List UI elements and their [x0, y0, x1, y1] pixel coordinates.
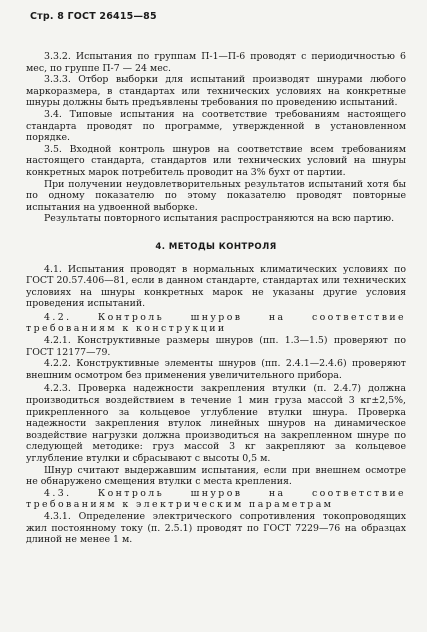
paragraph-4-2-1: 4.2.1. Конструктивные размеры шнуров (пп. 1.3—1.5) проверяют по ГОСТ 12177—79.: [26, 335, 406, 358]
paragraph-3-5: 3.5. Входной контроль шнуров на соответствие всем требованиям настоящего стандарта, стандартов или технических условий на шнуры конкретных марок потребитель проводит на 3% бухт от партии.: [26, 143, 406, 178]
page-header: Стр. 8 ГОСТ 26415—85: [30, 11, 157, 22]
paragraph-retest-results: Результаты повторного испытания распространяются на всю партию.: [44, 213, 395, 225]
paragraph-cord-accepted: Шнур считают выдержавшим испытания, если при внешнем осмотре не обнаружено смещения втулки с места крепления.: [26, 464, 406, 488]
paragraph-4-1: 4.1. Испытания проводят в нормальных климатических условиях по ГОСТ 20.57.406—81, если в данном стандарте, стандартах или технических условиях на шнуры конкретных марок не указаны другие условия проведения испытаний.: [26, 263, 406, 310]
paragraph-4-3: 4.3. Контроль шнуров на соответствие требованиям к электрическим параметрам: [26, 487, 406, 511]
paragraph-3-4: 3.4. Типовые испытания на соответствие требованиям настоящего стандарта проводят по программе, утвержденной в установленном порядке.: [26, 108, 406, 144]
paragraph-3-3-2: 3.3.2. Испытания по группам П-1—П-6 проводят с периодичностью 6 мес, по группе П-7 — 24 мес.: [26, 51, 406, 74]
paragraph-4-2-3: 4.2.3. Проверка надежности закрепления втулки (п. 2.4.7) должна производиться воздействием в течение 1 мин груза массой 3 кг±2,5%, прикрепленного за кольцевое углубление втулки шнура. Проверка надежности закрепления втулок линейных шнуров на динамическое воздействие нагрузки должна производиться на закрепленном шнуре по следующей методике: груз массой 3 кг закрепляют за кольцевое углубление втулки и сбрасывают с высоты 0,5 м.: [26, 383, 406, 464]
paragraph-3-3-3: 3.3.3. Отбор выборки для испытаний производят шнурами любого маркоразмера, в стандартах или технических условиях на конкретные шнуры должны быть предъявлены требования по проведению испытаний.: [26, 74, 406, 109]
paragraph-4-3-1: 4.3.1. Определение электрического сопротивления токопроводящих жил постоянному току (п. 2.5.1) проводят по ГОСТ 7229—76 на образцах длиной не менее 1 м.: [26, 510, 406, 546]
section-title: 4. МЕТОДЫ КОНТРОЛЯ: [155, 241, 277, 252]
paragraph-4-2-2: 4.2.2. Конструктивные элементы шнуров (пп. 2.4.1—2.4.6) проверяют внешним осмотром без применения увеличительного прибора.: [26, 358, 406, 381]
paragraph-retest: При получении неудовлетворительных результатов испытаний хотя бы по одному показателю по этому показателю проводят повторные испытания на удвоенной выборке.: [26, 178, 406, 213]
paragraph-4-2: 4.2. Контроль шнуров на соответствие требованиям к конструкции: [26, 311, 406, 335]
document-body: [26, 51, 406, 546]
